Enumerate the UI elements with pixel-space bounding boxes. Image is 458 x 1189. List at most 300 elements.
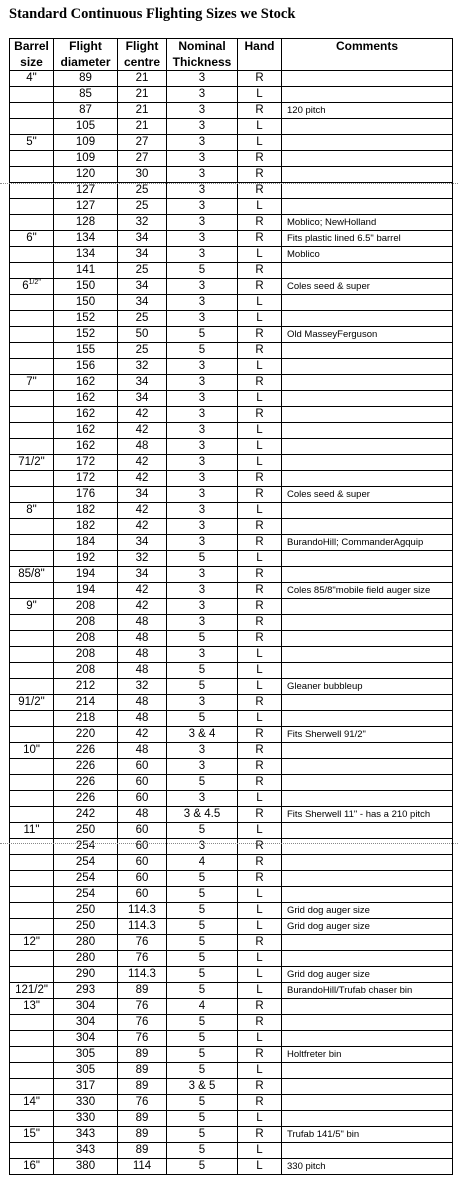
hand-cell: R xyxy=(238,759,282,775)
flight-centre-cell: 32 xyxy=(118,679,167,695)
flight-centre-cell: 21 xyxy=(118,119,167,135)
table-row xyxy=(10,231,453,247)
hand-cell: R xyxy=(238,71,282,87)
flight-centre-cell: 114.3 xyxy=(118,903,167,919)
thickness-cell: 3 & 4 xyxy=(167,727,238,743)
flight-diameter-cell: 194 xyxy=(54,583,118,599)
flight-centre-cell: 48 xyxy=(118,439,167,455)
table-row xyxy=(10,647,453,663)
flight-diameter-cell: 134 xyxy=(54,231,118,247)
barrel-size-cell xyxy=(10,199,54,215)
barrel-size-cell xyxy=(10,87,54,103)
flight-diameter-cell: 172 xyxy=(54,455,118,471)
flight-diameter-cell: 254 xyxy=(54,887,118,903)
barrel-size-cell xyxy=(10,1079,54,1095)
comment-cell xyxy=(282,743,453,759)
comment-cell: Fits Sherwell 11" - has a 210 pitch xyxy=(282,807,453,823)
hand-cell: R xyxy=(238,535,282,551)
table-row xyxy=(10,823,453,839)
table-row xyxy=(10,343,453,359)
thickness-cell: 3 xyxy=(167,279,238,295)
barrel-size-cell: 91/2" xyxy=(10,695,54,711)
flight-diameter-cell: 134 xyxy=(54,247,118,263)
flight-diameter-cell: 182 xyxy=(54,519,118,535)
comment-cell xyxy=(282,439,453,455)
barrel-size-cell xyxy=(10,919,54,935)
flight-diameter-cell: 212 xyxy=(54,679,118,695)
barrel-size-cell xyxy=(10,327,54,343)
barrel-size-cell xyxy=(10,839,54,855)
comment-cell xyxy=(282,567,453,583)
flight-diameter-cell: 89 xyxy=(54,71,118,87)
flight-diameter-cell: 280 xyxy=(54,935,118,951)
table-row xyxy=(10,775,453,791)
table-row xyxy=(10,583,453,599)
hand-cell: R xyxy=(238,343,282,359)
comment-cell: Moblico xyxy=(282,247,453,263)
table-row xyxy=(10,1095,453,1111)
hand-cell: R xyxy=(238,999,282,1015)
table-row xyxy=(10,183,453,199)
table-row xyxy=(10,935,453,951)
flight-diameter-cell: 242 xyxy=(54,807,118,823)
table-row xyxy=(10,423,453,439)
flight-diameter-cell: 208 xyxy=(54,615,118,631)
hand-cell: L xyxy=(238,391,282,407)
flight-diameter-cell: 305 xyxy=(54,1063,118,1079)
hand-cell: L xyxy=(238,439,282,455)
flight-centre-cell: 89 xyxy=(118,983,167,999)
comment-cell xyxy=(282,823,453,839)
flight-centre-cell: 34 xyxy=(118,295,167,311)
barrel-size-cell: 121/2" xyxy=(10,983,54,999)
flight-diameter-cell: 87 xyxy=(54,103,118,119)
flight-diameter-cell: 162 xyxy=(54,439,118,455)
hand-cell: R xyxy=(238,1079,282,1095)
comment-cell xyxy=(282,343,453,359)
flight-centre-cell: 21 xyxy=(118,103,167,119)
flight-centre-cell: 60 xyxy=(118,887,167,903)
comment-cell xyxy=(282,1079,453,1095)
hand-cell: L xyxy=(238,135,282,151)
comment-cell xyxy=(282,423,453,439)
header-centre: centre xyxy=(118,55,167,71)
hand-cell: L xyxy=(238,823,282,839)
table-row xyxy=(10,1111,453,1127)
flight-centre-cell: 89 xyxy=(118,1079,167,1095)
comment-cell xyxy=(282,663,453,679)
comment-cell xyxy=(282,999,453,1015)
comment-cell: Grid dog auger size xyxy=(282,967,453,983)
table-row xyxy=(10,711,453,727)
table-row xyxy=(10,1047,453,1063)
flight-centre-cell: 34 xyxy=(118,567,167,583)
flight-centre-cell: 27 xyxy=(118,151,167,167)
hand-cell: R xyxy=(238,279,282,295)
thickness-cell: 3 xyxy=(167,359,238,375)
barrel-size-cell: 13" xyxy=(10,999,54,1015)
hand-cell: L xyxy=(238,455,282,471)
barrel-size-cell xyxy=(10,711,54,727)
table-row xyxy=(10,87,453,103)
comment-cell xyxy=(282,71,453,87)
barrel-size-cell: 71/2" xyxy=(10,455,54,471)
flight-centre-cell: 48 xyxy=(118,695,167,711)
header-barrel: Barrel xyxy=(10,39,54,55)
comment-cell xyxy=(282,471,453,487)
barrel-size-cell xyxy=(10,359,54,375)
header-diameter: diameter xyxy=(54,55,118,71)
hand-cell: L xyxy=(238,903,282,919)
table-row xyxy=(10,279,453,295)
flight-diameter-cell: 184 xyxy=(54,535,118,551)
hand-cell: R xyxy=(238,487,282,503)
flight-diameter-cell: 304 xyxy=(54,1031,118,1047)
thickness-cell: 3 & 5 xyxy=(167,1079,238,1095)
barrel-size-cell xyxy=(10,471,54,487)
hand-cell: R xyxy=(238,1127,282,1143)
table-row xyxy=(10,407,453,423)
table-row xyxy=(10,663,453,679)
flight-centre-cell: 76 xyxy=(118,951,167,967)
hand-cell: R xyxy=(238,871,282,887)
table-row xyxy=(10,919,453,935)
barrel-size-cell xyxy=(10,791,54,807)
flight-diameter-cell: 162 xyxy=(54,423,118,439)
comment-cell: Trufab 141/5" bin xyxy=(282,1127,453,1143)
table-row xyxy=(10,967,453,983)
flight-centre-cell: 76 xyxy=(118,1095,167,1111)
thickness-cell: 5 xyxy=(167,919,238,935)
comment-cell xyxy=(282,775,453,791)
barrel-size-cell xyxy=(10,487,54,503)
thickness-cell: 5 xyxy=(167,679,238,695)
table-row xyxy=(10,135,453,151)
barrel-size-cell xyxy=(10,1111,54,1127)
hand-cell: L xyxy=(238,199,282,215)
thickness-cell: 3 xyxy=(167,119,238,135)
comment-cell xyxy=(282,1143,453,1159)
flight-diameter-cell: 254 xyxy=(54,839,118,855)
flight-centre-cell: 25 xyxy=(118,183,167,199)
comment-cell xyxy=(282,1031,453,1047)
barrel-size-cell xyxy=(10,423,54,439)
barrel-size-cell xyxy=(10,1047,54,1063)
table-row xyxy=(10,199,453,215)
table-row xyxy=(10,1143,453,1159)
hand-cell: L xyxy=(238,503,282,519)
table-row xyxy=(10,151,453,167)
flight-centre-cell: 32 xyxy=(118,551,167,567)
thickness-cell: 5 xyxy=(167,935,238,951)
comment-cell: Gleaner bubbleup xyxy=(282,679,453,695)
table-row xyxy=(10,1079,453,1095)
thickness-cell: 5 xyxy=(167,327,238,343)
barrel-size-cell: 12" xyxy=(10,935,54,951)
flight-centre-cell: 76 xyxy=(118,1031,167,1047)
table-row xyxy=(10,391,453,407)
flight-diameter-cell: 182 xyxy=(54,503,118,519)
barrel-size-cell: 8" xyxy=(10,503,54,519)
table-row xyxy=(10,567,453,583)
barrel-size-cell xyxy=(10,263,54,279)
thickness-cell: 3 xyxy=(167,103,238,119)
comment-cell xyxy=(282,167,453,183)
flight-centre-cell: 32 xyxy=(118,359,167,375)
comment-cell xyxy=(282,599,453,615)
flight-centre-cell: 48 xyxy=(118,647,167,663)
hand-cell: L xyxy=(238,295,282,311)
flight-centre-cell: 34 xyxy=(118,487,167,503)
flight-diameter-cell: 208 xyxy=(54,647,118,663)
comment-cell xyxy=(282,695,453,711)
dotted-separator xyxy=(0,843,458,844)
table-row xyxy=(10,631,453,647)
hand-cell: R xyxy=(238,375,282,391)
barrel-size-cell: 85/8" xyxy=(10,567,54,583)
barrel-size-cell: 9" xyxy=(10,599,54,615)
header-comments-2 xyxy=(282,55,453,71)
thickness-cell: 5 xyxy=(167,775,238,791)
thickness-cell: 5 xyxy=(167,871,238,887)
hand-cell: R xyxy=(238,151,282,167)
barrel-size-cell xyxy=(10,951,54,967)
table-row xyxy=(10,487,453,503)
flight-diameter-cell: 150 xyxy=(54,295,118,311)
hand-cell: R xyxy=(238,839,282,855)
flight-diameter-cell: 254 xyxy=(54,855,118,871)
table-row xyxy=(10,695,453,711)
comment-cell xyxy=(282,151,453,167)
flight-centre-cell: 60 xyxy=(118,855,167,871)
thickness-cell: 3 xyxy=(167,567,238,583)
thickness-cell: 5 xyxy=(167,631,238,647)
comment-cell xyxy=(282,935,453,951)
thickness-cell: 5 xyxy=(167,263,238,279)
thickness-cell: 3 xyxy=(167,311,238,327)
comment-cell: Moblico; NewHolland xyxy=(282,215,453,231)
table-row xyxy=(10,295,453,311)
comment-cell xyxy=(282,551,453,567)
table-row xyxy=(10,551,453,567)
comment-cell xyxy=(282,647,453,663)
flight-centre-cell: 48 xyxy=(118,807,167,823)
flight-diameter-cell: 162 xyxy=(54,391,118,407)
thickness-cell: 3 xyxy=(167,231,238,247)
flight-diameter-cell: 105 xyxy=(54,119,118,135)
comment-cell xyxy=(282,631,453,647)
comment-cell xyxy=(282,871,453,887)
comment-cell: Old MasseyFerguson xyxy=(282,327,453,343)
barrel-size-cell xyxy=(10,887,54,903)
flight-diameter-cell: 150 xyxy=(54,279,118,295)
dotted-separator xyxy=(0,183,458,184)
comment-cell xyxy=(282,711,453,727)
barrel-size-text: 6 xyxy=(22,280,29,292)
table-row xyxy=(10,503,453,519)
barrel-size-cell xyxy=(10,311,54,327)
comment-cell: Fits Sherwell 91/2" xyxy=(282,727,453,743)
header-hand-2 xyxy=(238,55,282,71)
table-row xyxy=(10,983,453,999)
flight-centre-cell: 60 xyxy=(118,871,167,887)
hand-cell: L xyxy=(238,1143,282,1159)
thickness-cell: 3 & 4.5 xyxy=(167,807,238,823)
flight-diameter-cell: 208 xyxy=(54,663,118,679)
table-row xyxy=(10,1127,453,1143)
comment-cell xyxy=(282,503,453,519)
hand-cell: R xyxy=(238,807,282,823)
flight-diameter-cell: 162 xyxy=(54,375,118,391)
flight-diameter-cell: 208 xyxy=(54,631,118,647)
hand-cell: R xyxy=(238,775,282,791)
flight-diameter-cell: 254 xyxy=(54,871,118,887)
flight-centre-cell: 89 xyxy=(118,1047,167,1063)
flight-diameter-cell: 127 xyxy=(54,183,118,199)
header-hand: Hand xyxy=(238,39,282,55)
barrel-size-cell: 15" xyxy=(10,1127,54,1143)
barrel-size-cell xyxy=(10,967,54,983)
flight-centre-cell: 42 xyxy=(118,423,167,439)
barrel-size-cell: 6" xyxy=(10,231,54,247)
flight-centre-cell: 60 xyxy=(118,775,167,791)
comment-cell: Coles seed & super xyxy=(282,279,453,295)
flight-diameter-cell: 194 xyxy=(54,567,118,583)
thickness-cell: 3 xyxy=(167,71,238,87)
comment-cell: 120 pitch xyxy=(282,103,453,119)
thickness-cell: 5 xyxy=(167,887,238,903)
table-row xyxy=(10,1063,453,1079)
flight-diameter-cell: 85 xyxy=(54,87,118,103)
comment-cell: Coles seed & super xyxy=(282,487,453,503)
barrel-size-cell xyxy=(10,1015,54,1031)
flight-centre-cell: 42 xyxy=(118,503,167,519)
barrel-size-cell: 7" xyxy=(10,375,54,391)
comment-cell xyxy=(282,87,453,103)
thickness-cell: 3 xyxy=(167,167,238,183)
table-row xyxy=(10,839,453,855)
flight-diameter-cell: 293 xyxy=(54,983,118,999)
thickness-cell: 3 xyxy=(167,759,238,775)
hand-cell: R xyxy=(238,695,282,711)
flight-centre-cell: 42 xyxy=(118,471,167,487)
table-row xyxy=(10,247,453,263)
flight-centre-cell: 25 xyxy=(118,199,167,215)
flight-diameter-cell: 280 xyxy=(54,951,118,967)
thickness-cell: 5 xyxy=(167,663,238,679)
hand-cell: R xyxy=(238,327,282,343)
comment-cell xyxy=(282,1111,453,1127)
thickness-cell: 5 xyxy=(167,711,238,727)
flight-centre-cell: 48 xyxy=(118,615,167,631)
flight-centre-cell: 34 xyxy=(118,535,167,551)
flight-diameter-cell: 176 xyxy=(54,487,118,503)
barrel-size-cell xyxy=(10,167,54,183)
table-row xyxy=(10,71,453,87)
flight-diameter-cell: 120 xyxy=(54,167,118,183)
thickness-cell: 3 xyxy=(167,695,238,711)
hand-cell: L xyxy=(238,647,282,663)
flight-centre-cell: 30 xyxy=(118,167,167,183)
flight-centre-cell: 25 xyxy=(118,263,167,279)
comment-cell xyxy=(282,295,453,311)
flight-diameter-cell: 141 xyxy=(54,263,118,279)
thickness-cell: 4 xyxy=(167,999,238,1015)
thickness-cell: 3 xyxy=(167,535,238,551)
flight-diameter-cell: 218 xyxy=(54,711,118,727)
hand-cell: R xyxy=(238,215,282,231)
flight-centre-cell: 60 xyxy=(118,839,167,855)
flight-diameter-cell: 343 xyxy=(54,1143,118,1159)
thickness-cell: 3 xyxy=(167,487,238,503)
thickness-cell: 5 xyxy=(167,951,238,967)
comment-cell: BurandoHill/Trufab chaser bin xyxy=(282,983,453,999)
flight-centre-cell: 27 xyxy=(118,135,167,151)
hand-cell: R xyxy=(238,183,282,199)
comment-cell xyxy=(282,1095,453,1111)
table-row xyxy=(10,359,453,375)
hand-cell: R xyxy=(238,263,282,279)
flight-centre-cell: 25 xyxy=(118,311,167,327)
hand-cell: R xyxy=(238,1015,282,1031)
flight-centre-cell: 34 xyxy=(118,391,167,407)
table-row xyxy=(10,215,453,231)
thickness-cell: 5 xyxy=(167,983,238,999)
barrel-size-cell xyxy=(10,295,54,311)
table-row xyxy=(10,471,453,487)
flight-centre-cell: 50 xyxy=(118,327,167,343)
barrel-size-cell xyxy=(10,647,54,663)
hand-cell: L xyxy=(238,247,282,263)
table-row xyxy=(10,679,453,695)
thickness-cell: 3 xyxy=(167,87,238,103)
barrel-size-cell: 4" xyxy=(10,71,54,87)
flight-centre-cell: 42 xyxy=(118,407,167,423)
thickness-cell: 5 xyxy=(167,1127,238,1143)
table-row xyxy=(10,871,453,887)
barrel-size-cell xyxy=(10,439,54,455)
flight-centre-cell: 114 xyxy=(118,1159,167,1175)
barrel-size-cell xyxy=(10,1063,54,1079)
barrel-size-cell xyxy=(10,407,54,423)
hand-cell: L xyxy=(238,119,282,135)
flight-diameter-cell: 220 xyxy=(54,727,118,743)
flight-diameter-cell: 317 xyxy=(54,1079,118,1095)
thickness-cell: 3 xyxy=(167,471,238,487)
hand-cell: R xyxy=(238,615,282,631)
hand-cell: R xyxy=(238,1047,282,1063)
flight-diameter-cell: 304 xyxy=(54,999,118,1015)
barrel-size-cell: 11" xyxy=(10,823,54,839)
flight-centre-cell: 76 xyxy=(118,1015,167,1031)
table-row xyxy=(10,119,453,135)
flight-diameter-cell: 250 xyxy=(54,823,118,839)
thickness-cell: 5 xyxy=(167,1031,238,1047)
hand-cell: R xyxy=(238,743,282,759)
barrel-size-cell xyxy=(10,247,54,263)
table-row xyxy=(10,311,453,327)
flight-centre-cell: 42 xyxy=(118,727,167,743)
flight-diameter-cell: 192 xyxy=(54,551,118,567)
thickness-cell: 3 xyxy=(167,151,238,167)
thickness-cell: 3 xyxy=(167,247,238,263)
thickness-cell: 5 xyxy=(167,1143,238,1159)
flight-diameter-cell: 172 xyxy=(54,471,118,487)
hand-cell: R xyxy=(238,167,282,183)
hand-cell: L xyxy=(238,983,282,999)
header-nominal: Nominal xyxy=(167,39,238,55)
flight-centre-cell: 42 xyxy=(118,599,167,615)
